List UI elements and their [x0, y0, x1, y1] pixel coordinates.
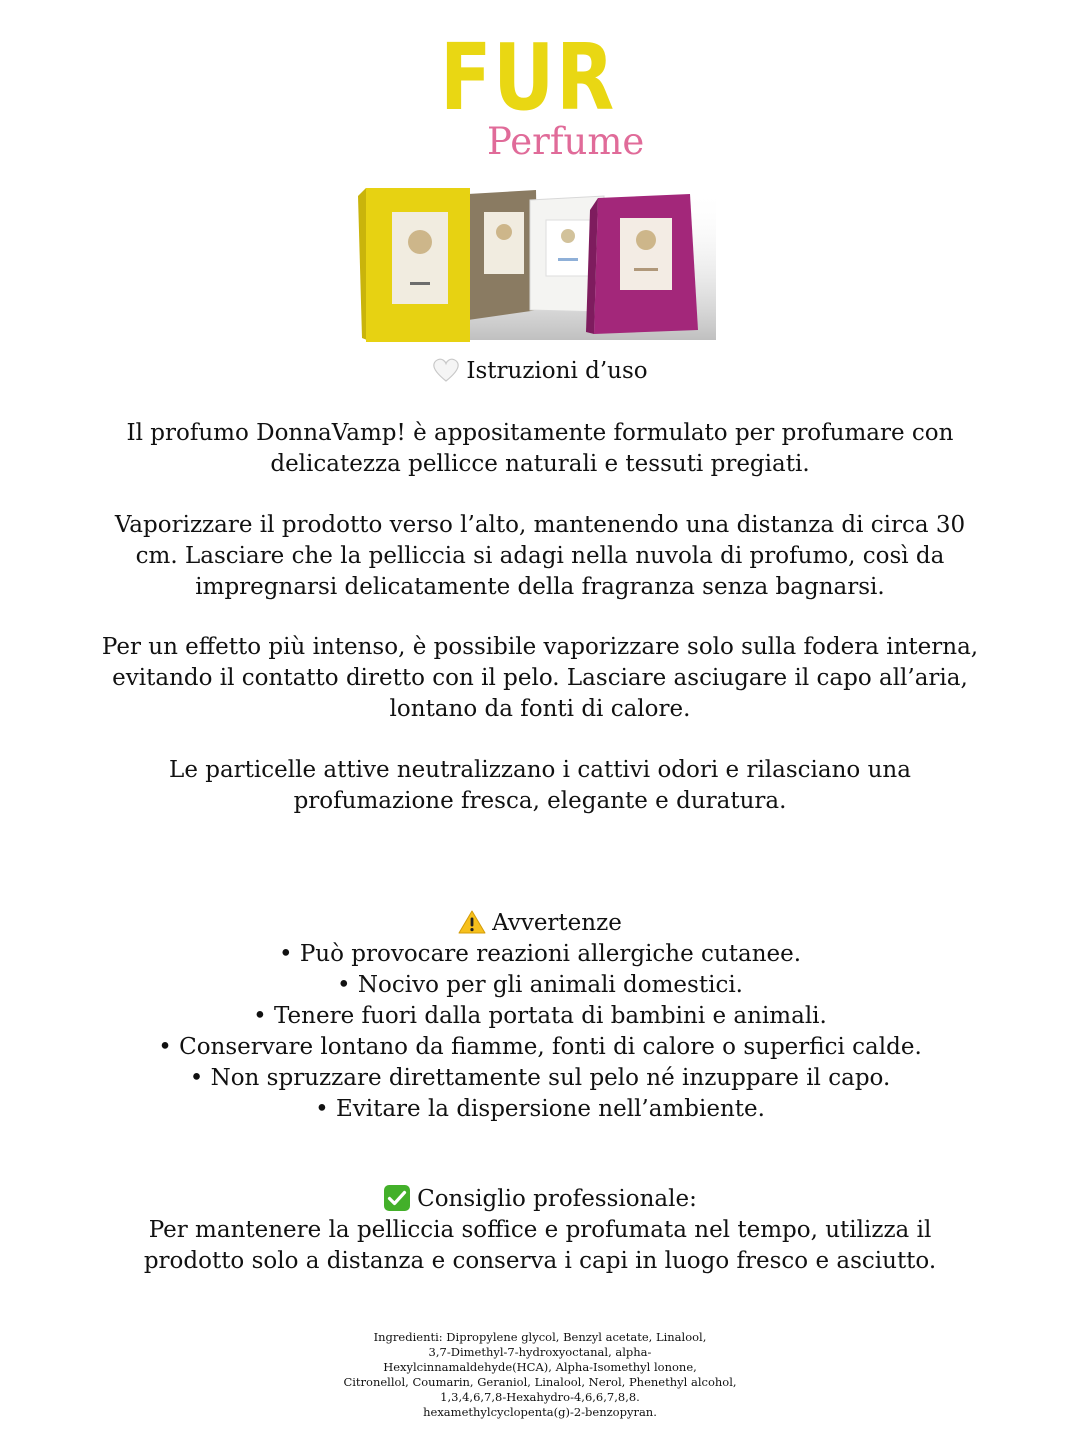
paragraph-line: delicatezza pellicce naturali e tessuti pregiati. — [270, 451, 810, 477]
paragraph-line: Vaporizzare il prodotto verso l’alto, mantenendo una distanza di circa 30 — [114, 512, 966, 538]
sachet-magenta — [586, 194, 698, 334]
warning-item: • Non spruzzare direttamente sul pelo né inzuppare il capo. — [189, 1065, 891, 1091]
warnings-list — [0, 939, 1080, 1125]
instructions-paragraph-4 — [0, 755, 1080, 817]
sachet-yellow — [358, 188, 470, 342]
product-image — [358, 182, 716, 346]
tip-line: Per mantenere la pelliccia soffice e profumata nel tempo, utilizza il — [148, 1217, 932, 1243]
paragraph-line: Le particelle attive neutralizzano i cattivi odori e rilasciano una — [169, 757, 911, 783]
logo-subtitle: Perfume — [487, 120, 645, 163]
instructions-paragraph-3 — [0, 632, 1080, 725]
paragraph-line: cm. Lasciare che la pelliccia si adagi nella nuvola di profumo, così da — [135, 543, 945, 569]
instructions-paragraph-1 — [0, 418, 1080, 480]
ingredients-line: 3,7-Dimethyl-7-hydroxyoctanal, alpha- — [428, 1345, 652, 1359]
ingredients-line: Ingredienti: Dipropylene glycol, Benzyl acetate, Linalool, — [373, 1330, 707, 1344]
warnings-heading — [0, 908, 1080, 939]
logo-brand-text: FUR — [440, 24, 616, 131]
warning-item: • Può provocare reazioni allergiche cutanee. — [278, 941, 802, 967]
tip-line: prodotto solo a distanza e conserva i capi in luogo fresco e asciutto. — [143, 1248, 937, 1274]
check-mark-icon — [383, 1185, 411, 1211]
warning-item: • Tenere fuori dalla portata di bambini e animali. — [253, 1003, 827, 1029]
tip-heading — [0, 1184, 1080, 1215]
brand-logo — [0, 22, 1080, 172]
warning-item: • Evitare la dispersione nell’ambiente. — [315, 1096, 765, 1122]
paragraph-line: evitando il contatto diretto con il pelo. Lasciare asciugare il capo all’aria, — [112, 665, 968, 691]
white-heart-icon — [432, 357, 460, 383]
warnings-title: Avvertenze — [492, 910, 622, 936]
tip-text — [0, 1215, 1080, 1277]
ingredients-line: hexamethylcyclopenta(g)-2-benzopyran. — [423, 1405, 657, 1419]
tip-title: Consiglio professionale: — [417, 1186, 697, 1212]
ingredients-line: Hexylcinnamaldehyde(HCA), Alpha-Isomethyl lonone, — [383, 1360, 697, 1374]
paragraph-line: Il profumo DonnaVamp! è appositamente formulato per profumare con — [126, 420, 954, 446]
warning-item: • Conservare lontano da fiamme, fonti di calore o superfici calde. — [158, 1034, 922, 1060]
sachet-brown — [468, 190, 538, 320]
ingredients-line: Citronellol, Coumarin, Geraniol, Linalool, Nerol, Phenethyl alcohol, — [343, 1375, 737, 1389]
paragraph-line: profumazione fresca, elegante e duratura. — [293, 788, 787, 814]
paragraph-line: lontano da fonti di calore. — [389, 696, 691, 722]
paragraph-line: impregnarsi delicatamente della fragranza senza bagnarsi. — [195, 574, 885, 600]
ingredients-line: 1,3,4,6,7,8-Hexahydro-4,6,6,7,8,8. — [440, 1390, 640, 1404]
instructions-title: Istruzioni d’uso — [466, 358, 648, 384]
paragraph-line: Per un effetto più intenso, è possibile vaporizzare solo sulla fodera interna, — [101, 634, 979, 660]
warning-item: • Nocivo per gli animali domestici. — [337, 972, 743, 998]
instructions-paragraph-2 — [0, 510, 1080, 603]
ingredients-list — [300, 1330, 780, 1420]
warning-icon — [458, 909, 486, 935]
instructions-heading — [0, 356, 1080, 387]
